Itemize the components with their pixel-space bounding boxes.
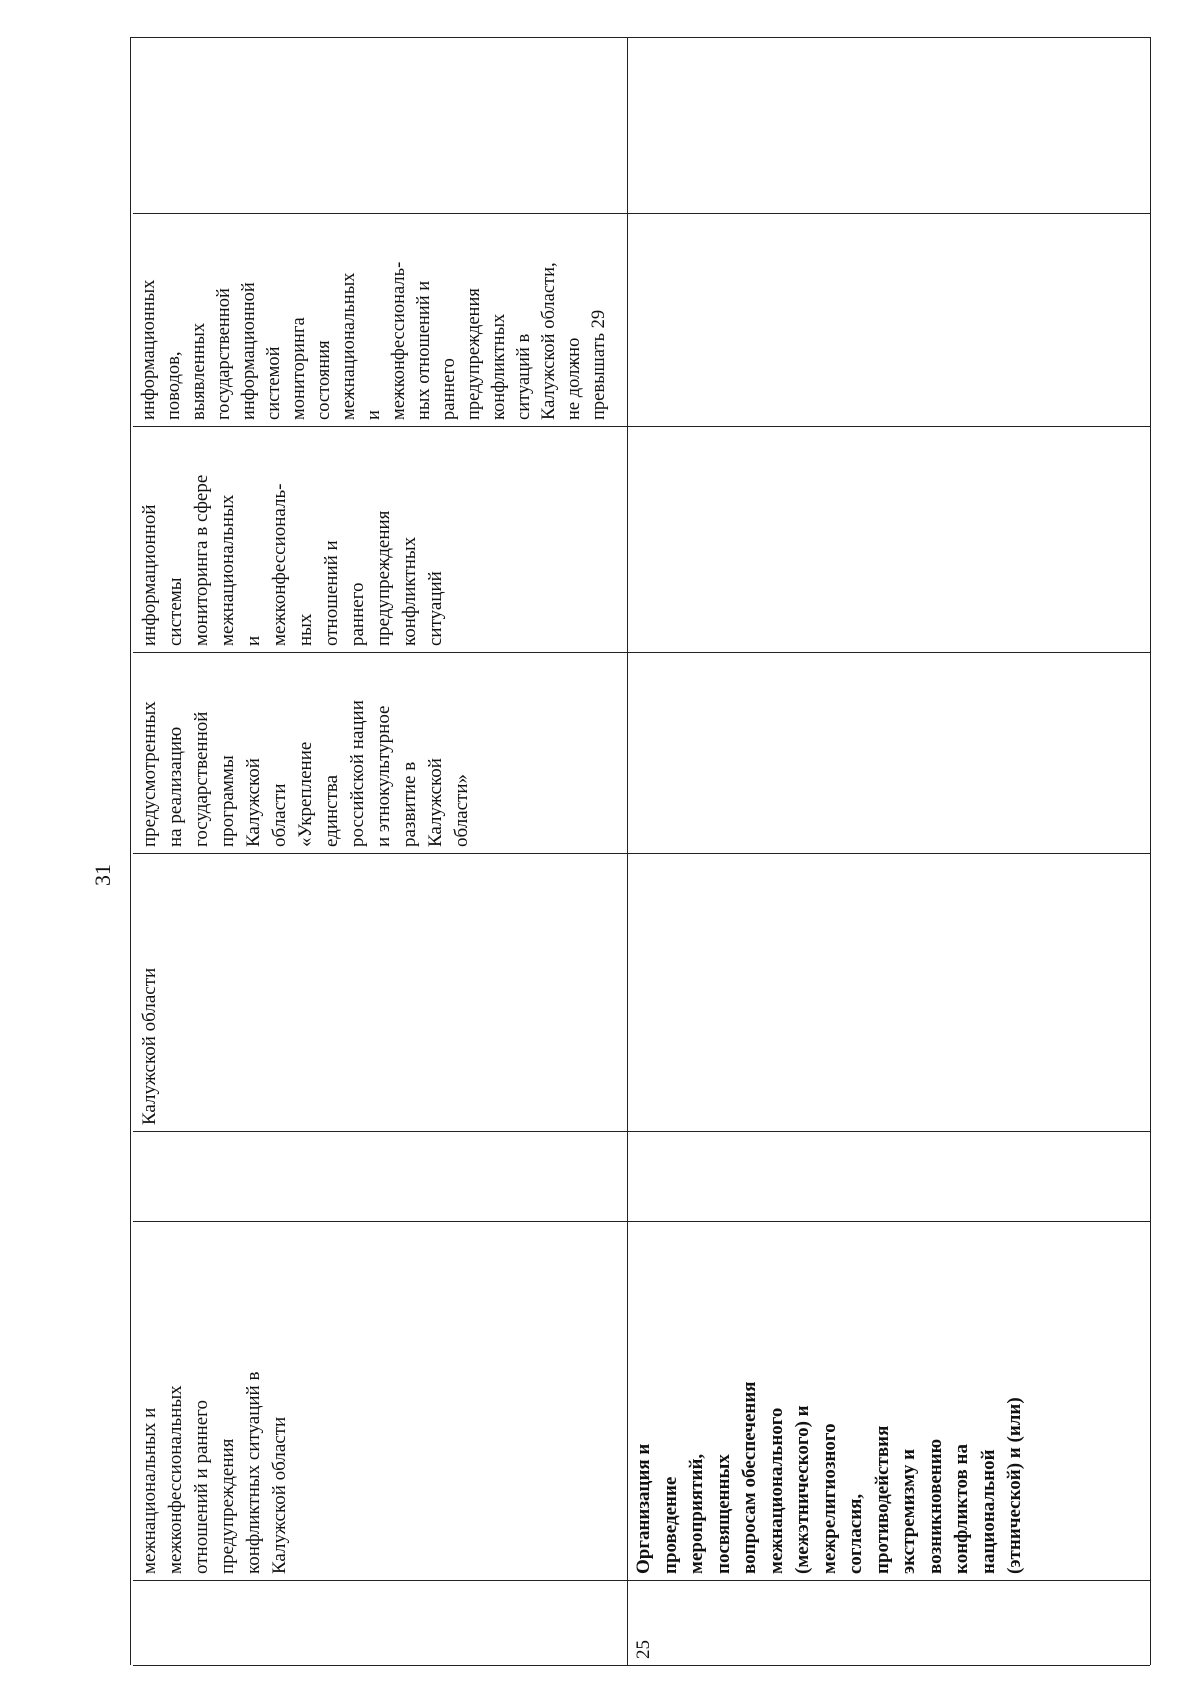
table-line [130, 37, 131, 1665]
row25-number: 25 [633, 1640, 654, 1659]
row24-result-cell [133, 426, 627, 652]
table-line [133, 1665, 1150, 1666]
row24-funding: предусмотренных на реализацию государственной программы Калужской области «Укрепление единства российской нации и этнокультурное развитие в Калужской области» [139, 700, 472, 847]
table-line [130, 37, 1150, 38]
row25-name-cell [627, 1221, 1150, 1580]
row24-indicator-cell [133, 213, 627, 426]
row25-name: Организация и проведение мероприятий, посвященных вопросам обеспечения межнационального (межэтнического) и межрелигиозного согласия, противодействия экстремизму и возникновению конфликтов на национальной (этнической) и (или) [633, 1381, 1025, 1574]
page-number: 31 [90, 864, 115, 886]
row24-name-cell [133, 1221, 627, 1580]
row24-indicator: информационных поводов, выявленных государственной информационной системой мониторинга состояния межнациональных и межконфессиональ- ных отношений и раннего предупреждения конфликтных ситуаций в Калужской области, не должно превышать 29 [139, 261, 609, 420]
row24-executor-cell [133, 853, 627, 1131]
table-line [133, 1131, 1150, 1132]
row24-result: информационной системы мониторинга в сфере межнациональных и межконфессиональ- ных отношений и раннего предупреждения конфликтных ситуаций [139, 474, 446, 646]
row24-funding-cell [133, 652, 627, 853]
row24-name: межнациональных и межконфессиональных отношений и раннего предупреждения конфликтных ситуаций в Калужской области [139, 1371, 290, 1574]
row25-number-cell [627, 1580, 1150, 1665]
table-line [1150, 37, 1151, 1665]
row24-executor: Калужской области [139, 967, 160, 1125]
